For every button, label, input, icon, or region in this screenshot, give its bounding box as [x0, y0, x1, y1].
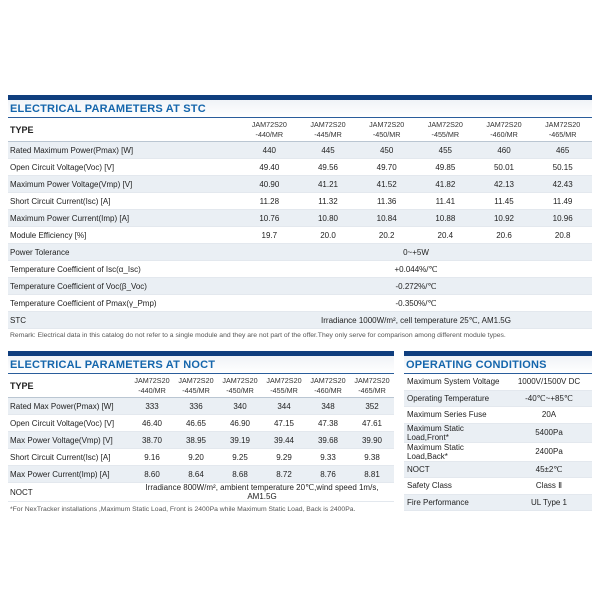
column-header-line1: JAM72S20: [178, 376, 214, 386]
row-label: Open Circuit Voltage(Voc) [V]: [10, 418, 115, 428]
value-cell: 46.65: [185, 418, 207, 428]
table-row: [8, 483, 394, 502]
row-label: Maximum Power Current(Imp) [A]: [10, 213, 130, 223]
row-label: Fire Performance: [407, 497, 469, 507]
value-cell: 352: [365, 401, 379, 411]
value-cell: 20.0: [320, 230, 336, 240]
column-header: [299, 120, 358, 139]
table-row: [404, 478, 592, 495]
table-row: [8, 449, 394, 466]
value-cell: 45±2℃: [535, 464, 563, 474]
value-cell: 39.44: [273, 435, 295, 445]
row-label: STC: [10, 315, 26, 325]
value-cell: 11.45: [494, 196, 514, 206]
row-label: Rated Max Power(Pmax) [W]: [10, 401, 114, 411]
value-cell: 41.82: [435, 179, 456, 189]
span-value-cell: 0~+5W: [403, 247, 429, 257]
column-header: [475, 120, 534, 139]
value-cell: 440: [262, 145, 276, 155]
table-row: [404, 495, 592, 512]
column-header: [218, 376, 262, 395]
noct-section-title: ELECTRICAL PARAMETERS AT NOCT: [8, 356, 394, 374]
row-label: Max Power Voltage(Vmp) [V]: [10, 435, 113, 445]
value-cell: 19.7: [261, 230, 278, 240]
row-label: Module Efficiency [%]: [10, 230, 87, 240]
value-cell: 465: [555, 145, 570, 155]
type-header-row: [8, 118, 592, 142]
value-cell: 38.95: [185, 435, 207, 445]
row-label: Short Circuit Current(Isc) [A]: [10, 452, 111, 462]
row-label: Max Power Current(Imp) [A]: [10, 469, 110, 479]
column-header-line1: JAM72S20: [310, 120, 346, 130]
row-label: Maximum System Voltage: [407, 377, 500, 387]
column-header-line2: -455/MR: [431, 129, 460, 139]
column-header-line2: -440/MR: [255, 129, 284, 139]
column-header-line2: -445/MR: [182, 385, 210, 395]
value-cell: 9.16: [144, 452, 160, 462]
column-header-line1: JAM72S20: [251, 120, 287, 130]
column-header-line1: JAM72S20: [134, 376, 170, 386]
value-cell: 11.36: [376, 196, 397, 206]
row-label: Maximum Static Load,Front*: [407, 423, 464, 442]
table-row: [404, 407, 592, 424]
span-value-cell: -0.272%/℃: [395, 281, 437, 291]
value-cell: 460: [497, 145, 511, 155]
value-cell: 49.70: [376, 162, 397, 172]
table-row: [8, 295, 592, 312]
column-header: [262, 376, 306, 395]
value-cell: 10.88: [435, 213, 456, 223]
value-cell: 47.38: [317, 418, 339, 428]
noct-footnote: *For NexTracker installations ,Maximum Static Load, Front is 2400Pa while Maximum Static Load, Back is 2400Pa.: [10, 506, 356, 513]
column-header-line2: -465/MR: [548, 129, 577, 139]
column-header: [306, 376, 350, 395]
column-header: [533, 120, 592, 139]
noct-section: [8, 351, 394, 517]
row-label: Power Tolerance: [10, 247, 70, 257]
table-row: [404, 424, 592, 443]
table-row: [8, 432, 394, 449]
row-label: Maximum Static Load,Back*: [407, 442, 464, 461]
table-row: [8, 210, 592, 227]
table-row: [8, 142, 592, 159]
column-header: [357, 120, 416, 139]
value-cell: 344: [277, 401, 291, 411]
row-label: NOCT: [10, 487, 33, 497]
value-cell: 46.40: [141, 418, 163, 428]
column-header-line1: JAM72S20: [427, 120, 463, 130]
row-label: Temperature Coefficient of Pmax(γ_Pmp): [10, 298, 157, 308]
value-cell: 20.4: [437, 230, 454, 240]
value-cell: 10.92: [493, 213, 514, 223]
stc-table: [8, 118, 592, 329]
value-cell: 40.90: [259, 179, 280, 189]
value-cell: 445: [321, 145, 335, 155]
value-cell: 39.90: [361, 435, 383, 445]
row-label: Safety Class: [407, 481, 452, 491]
span-value-cell: Irradiance 800W/m², ambient temperature 20℃,wind speed 1m/s, AM1.5G: [145, 483, 379, 501]
table-row: [8, 176, 592, 193]
value-cell: 9.38: [364, 452, 380, 462]
value-cell: 336: [189, 401, 203, 411]
value-cell: 39.19: [229, 435, 251, 445]
row-label: Temperature Coefficient of Isc(α_Isc): [10, 264, 141, 274]
value-cell: 42.43: [552, 179, 573, 189]
value-cell: 450: [379, 145, 394, 155]
value-cell: 20.6: [496, 230, 512, 240]
row-label: NOCT: [407, 464, 430, 474]
value-cell: 20.2: [378, 230, 395, 240]
span-value-cell: +0.044%/℃: [394, 264, 438, 274]
table-row: [404, 374, 592, 391]
column-header: [174, 376, 218, 395]
value-cell: -40℃~+85℃: [525, 393, 573, 403]
column-header-line2: -460/MR: [490, 129, 518, 139]
value-cell: 8.76: [320, 469, 336, 479]
column-header-line2: -460/MR: [314, 385, 342, 395]
column-header: [350, 376, 394, 395]
table-row: [8, 193, 592, 210]
value-cell: 38.70: [141, 435, 163, 445]
table-row: [8, 278, 592, 295]
table-row: [8, 415, 394, 432]
value-cell: 20A: [541, 410, 557, 420]
value-cell: 5400Pa: [535, 428, 563, 437]
value-cell: 41.21: [317, 179, 338, 189]
row-label: Temperature Coefficient of Voc(β_Voc): [10, 281, 147, 291]
value-cell: 11.32: [318, 196, 338, 206]
table-row: [404, 462, 592, 479]
value-cell: 46.90: [229, 418, 251, 428]
column-header-line1: JAM72S20: [545, 120, 581, 130]
column-header: [240, 120, 299, 139]
column-header: [416, 120, 475, 139]
value-cell: 340: [233, 401, 247, 411]
table-row: [404, 443, 592, 462]
row-label: Maximum Power Voltage(Vmp) [V]: [10, 179, 133, 189]
stc-section-title: ELECTRICAL PARAMETERS AT STC: [8, 100, 592, 118]
value-cell: 20.8: [554, 230, 571, 240]
column-header: [130, 376, 174, 395]
table-row: [8, 227, 592, 244]
stc-remark: Remark: Electrical data in this catalog do not refer to a single module and they are not part of the offer.They only serve for comparison among different module types.: [10, 332, 506, 339]
value-cell: 11.41: [435, 196, 456, 206]
span-value-cell: Irradiance 1000W/m², cell temperature 25℃, AM1.5G: [321, 315, 511, 325]
value-cell: 8.72: [276, 469, 292, 479]
row-label: Open Circuit Voltage(Voc) [V]: [10, 162, 115, 172]
table-row: [8, 261, 592, 278]
noct-table: [8, 374, 394, 502]
table-row: [8, 159, 592, 176]
value-cell: 10.76: [259, 213, 280, 223]
value-cell: 49.56: [317, 162, 338, 172]
column-header-line2: -465/MR: [358, 385, 386, 395]
column-header-line2: -455/MR: [270, 385, 298, 395]
type-header-row: [8, 374, 394, 398]
column-header-line2: -450/MR: [226, 385, 254, 395]
value-cell: 49.85: [435, 162, 456, 172]
column-header-line1: JAM72S20: [369, 120, 405, 130]
stc-section: [8, 95, 592, 343]
value-cell: 11.49: [552, 196, 573, 206]
value-cell: 39.68: [317, 435, 339, 445]
value-cell: 9.20: [188, 452, 204, 462]
operating-conditions-section: [404, 351, 592, 517]
value-cell: 1000V/1500V DC: [517, 377, 581, 387]
column-header-line2: -450/MR: [372, 129, 401, 139]
value-cell: 50.15: [552, 162, 573, 172]
value-cell: 333: [145, 401, 159, 411]
value-cell: 8.68: [232, 469, 248, 479]
row-label: Operating Temperature: [407, 393, 490, 403]
value-cell: 42.13: [493, 179, 514, 189]
column-header-line1: JAM72S20: [310, 376, 346, 386]
operating-section-title: OPERATING CONDITIONS: [404, 356, 592, 374]
value-cell: 9.25: [232, 452, 248, 462]
value-cell: 455: [438, 145, 452, 155]
value-cell: UL Type 1: [530, 497, 568, 507]
value-cell: 49.40: [259, 162, 280, 172]
column-header-line1: JAM72S20: [486, 120, 522, 130]
type-label: TYPE: [10, 124, 34, 135]
row-label: Maximum Series Fuse: [407, 410, 487, 420]
row-label: Rated Maximum Power(Pmax) [W]: [10, 145, 134, 155]
value-cell: 10.96: [552, 213, 573, 223]
value-cell: 50.01: [493, 162, 514, 172]
column-header-line2: -440/MR: [138, 385, 166, 395]
value-cell: 8.60: [144, 469, 160, 479]
value-cell: 8.64: [188, 469, 204, 479]
table-row: [8, 312, 592, 329]
column-header-line1: JAM72S20: [354, 376, 390, 386]
table-row: [8, 244, 592, 261]
table-row: [404, 391, 592, 408]
value-cell: 10.80: [317, 213, 338, 223]
value-cell: 9.33: [320, 452, 336, 462]
type-label: TYPE: [10, 380, 34, 391]
span-value-cell: -0.350%/℃: [395, 298, 437, 308]
bottom-sections: [8, 351, 592, 517]
row-label: Short Circuit Current(Isc) [A]: [10, 196, 111, 206]
value-cell: 41.52: [376, 179, 397, 189]
value-cell: 8.81: [364, 469, 380, 479]
table-row: [8, 398, 394, 415]
table-row: [8, 466, 394, 483]
value-cell: Class Ⅱ: [535, 481, 563, 491]
column-header-line2: -445/MR: [314, 129, 342, 139]
column-header-line1: JAM72S20: [222, 376, 258, 386]
value-cell: 348: [321, 401, 335, 411]
operating-conditions-table: [404, 374, 592, 511]
value-cell: 9.29: [276, 452, 292, 462]
value-cell: 47.61: [361, 418, 383, 428]
column-header-line1: JAM72S20: [266, 376, 302, 386]
value-cell: 11.28: [259, 196, 280, 206]
value-cell: 10.84: [376, 213, 397, 223]
value-cell: 47.15: [273, 418, 295, 428]
value-cell: 2400Pa: [535, 447, 563, 456]
